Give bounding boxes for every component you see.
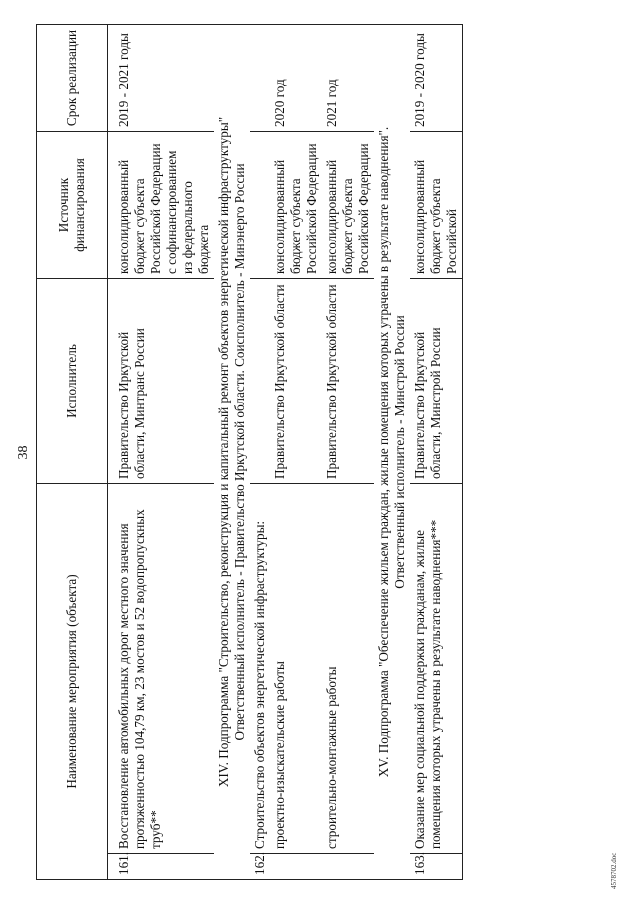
row-funding: консолидированный бюджет субъекта Российской bbox=[410, 132, 463, 279]
row-executor: Правительство Иркутской области bbox=[322, 279, 374, 484]
table-row-161 bbox=[114, 25, 214, 880]
table-row-163 bbox=[410, 25, 463, 880]
row-term: 2019 - 2020 годы bbox=[410, 25, 463, 132]
row-name: Оказание мер социальной поддержки гражданам, жилые помещения которых утрачены в результате наводнения*** bbox=[410, 484, 463, 854]
table-row-162-design bbox=[270, 25, 322, 880]
subprogram-15-title: XV. Подпрограмма "Обеспечение жильем граждан, жилые помещения которых утрачены в результате наводнения". bbox=[376, 126, 391, 778]
subprogram-14-title: XIV. Подпрограмма "Строительство, реконструкция и капитальный ремонт объектов энергетической инфраструктуры" bbox=[216, 116, 231, 788]
row-executor: Правительство Иркутской области, Минстрой России bbox=[410, 279, 463, 484]
subprogram-15-responsible: Ответственный исполнитель - Минстрой России bbox=[392, 315, 407, 589]
header-name: Наименование мероприятия (объекта) bbox=[37, 484, 108, 880]
measures-table bbox=[36, 24, 463, 880]
header-term: Срок реализации bbox=[37, 25, 108, 132]
row-executor: Правительство Иркутской области, Минтранс России bbox=[114, 279, 214, 484]
row-funding: консолидированный бюджет субъекта Российской Федерации bbox=[322, 132, 374, 279]
row-name: строительно-монтажные работы bbox=[322, 484, 374, 854]
header-executor: Исполнитель bbox=[37, 279, 108, 484]
header-funding: Источник финансирования bbox=[37, 132, 108, 279]
table-row-162-construction bbox=[322, 25, 374, 880]
row-number: 163. bbox=[410, 854, 463, 880]
row-executor: Правительство Иркутской области bbox=[270, 279, 322, 484]
page-number: 38 bbox=[16, 445, 31, 460]
table-header-row bbox=[37, 25, 108, 880]
subprogram-14-row bbox=[214, 25, 250, 880]
subprogram-15 bbox=[374, 25, 410, 880]
row-number: 161. bbox=[114, 854, 214, 880]
row-term: 2021 год bbox=[322, 25, 374, 132]
row-funding: консолидированный бюджет субъекта Российской Федерации bbox=[270, 132, 322, 279]
subprogram-15-row bbox=[374, 25, 410, 880]
row-term: 2019 - 2021 годы bbox=[114, 25, 214, 132]
subprogram-14 bbox=[214, 25, 250, 880]
row-term: 2020 год bbox=[270, 25, 322, 132]
table-row-162 bbox=[250, 25, 270, 880]
row-name: Строительство объектов энергетической инфраструктуры: bbox=[250, 484, 270, 854]
row-funding: консолидированный бюджет субъекта Российской Федерации с софинансированием из федерального бюджета bbox=[114, 132, 214, 279]
row-name: проектно-изыскательские работы bbox=[270, 484, 322, 854]
row-number: 162. bbox=[250, 854, 270, 880]
document-id: 4578702.doc bbox=[610, 852, 618, 889]
row-name: Восстановление автомобильных дорог местного значения протяженностью 104,79 км, 23 мостов и 52 водопропускных труб** bbox=[114, 484, 214, 854]
subprogram-14-responsible: Ответственный исполнитель - Правительство Иркутской области. Соисполнитель - Минэнерго России bbox=[232, 163, 247, 741]
